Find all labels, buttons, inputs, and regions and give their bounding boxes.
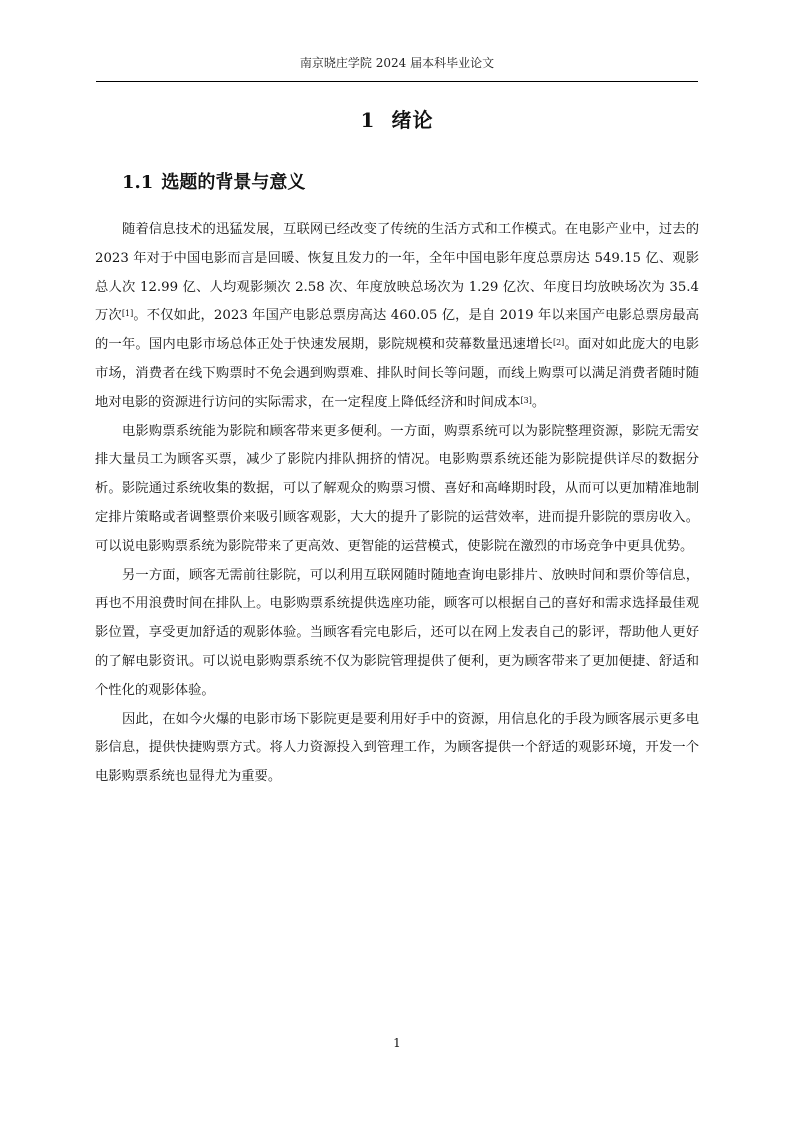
citation-3: [3]	[520, 395, 532, 405]
section-title-text: 选题的背景与意义	[161, 172, 306, 193]
paragraph-1-part-3: 。面对如此庞大的电影市场，消费者在线下购票时不免会遇到购票难、排队时间长等问题，而线上购票可以满足消费者随时随地对电影的资源进行访问的实际需求，在一定程度上降低经济和时间成本	[95, 337, 700, 410]
citation-2: [2]	[552, 338, 565, 348]
paragraph-1-part-2: 。不仅如此，2023 年国产电影总票房高达 460.05 亿，是自 2019 年以来国产电影总票房最高的一年。国内电影市场总体正处于快速发展期，影院规模和荧幕数量迅速增长	[95, 308, 700, 353]
citation-1: [1]	[121, 309, 134, 319]
section-title	[122, 168, 305, 194]
chapter-title-text: 绪论	[391, 108, 434, 132]
chapter-title	[96, 104, 698, 133]
chapter-number: 1	[360, 108, 376, 132]
paragraph-1	[95, 216, 699, 418]
page-number: 1	[393, 1036, 401, 1050]
body-text	[95, 216, 699, 792]
paragraph-1-part-1: 随着信息技术的迅猛发展，互联网已经改变了传统的生活方式和工作模式。在电影产业中，过去的 2023 年对于中国电影而言是回暖、恢复且发力的一年，全年中国电影年度总票房达 549.15 亿、观影总人次 12.99 亿、人均观影频次 2.58 次、年度放映总场次为 1.29 亿次、年度日均放映场次为 35.4 万次	[95, 222, 699, 324]
section-number: 1.1	[122, 172, 154, 193]
paragraph-1-part-4: 。	[531, 394, 546, 410]
paragraph-3: 另一方面，顾客无需前往影院，可以利用互联网随时随地查询电影排片、放映时间和票价等信息，再也不用浪费时间在排队上。电影购票系统提供选座功能，顾客可以根据自己的喜好和需求选择最佳观影位置，享受更加舒适的观影体验。当顾客看完电影后，还可以在网上发表自己的影评，帮助他人更好的了解电影资讯。可以说电影购票系统不仅为影院管理提供了便利，更为顾客带来了更加便捷、舒适和个性化的观影体验。	[95, 567, 699, 698]
running-header-text: 南京晓庄学院 2024 届本科毕业论文	[299, 56, 495, 70]
running-header	[96, 55, 698, 82]
paragraph-2: 电影购票系统能为影院和顾客带来更多便利。一方面，购票系统可以为影院整理资源，影院无需安排大量员工为顾客买票，减少了影院内排队拥挤的情况。电影购票系统还能为影院提供详尽的数据分析。影院通过系统收集的数据，可以了解观众的购票习惯、喜好和高峰期时段，从而可以更加精准地制定排片策略或者调整票价来吸引顾客观影，大大的提升了影院的运营效率，进而提升影院的票房收入。可以说电影购票系统为影院带来了更高效、更智能的运营模式，使影院在激烈的市场竞争中更具优势。	[95, 423, 699, 554]
paragraph-4: 因此，在如今火爆的电影市场下影院更是要利用好手中的资源，用信息化的手段为顾客展示更多电影信息，提供快捷购票方式。将人力资源投入到管理工作，为顾客提供一个舒适的观影环境，开发一个电影购票系统也显得尤为重要。	[95, 711, 699, 785]
